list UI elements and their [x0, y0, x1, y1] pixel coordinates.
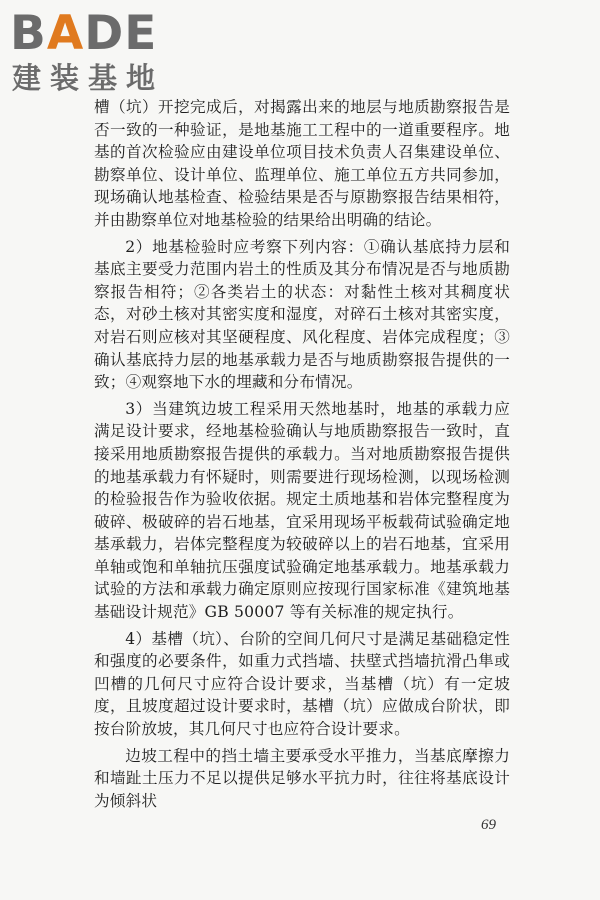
paragraph-item-3: 3）当建筑边坡工程采用天然地基时，地基的承载力应满足设计要求，经地基检验确认与地质勘察报告一致时，直接采用地质勘察报告提供的承载力。当对地质勘察报告提供的地基承载力有怀疑时，则需要进行现场检测，以现场检测的检验报告作为验收依据。规定土质地基和岩体完整程度为破碎、极破碎的岩石地基，宜采用现场平板载荷试验确定地基承载力，岩体完整程度为较破碎以上的岩石地基，宜采用单轴或饱和单轴抗压强度试验确定地基承载力。地基承载力试验的方法和承载力确定原则应按现行国家标准《建筑地基基础设计规范》GB 50007 等有关标准的规定执行。	[94, 399, 510, 622]
logo-letter-b: B	[10, 6, 47, 61]
logo-letters-de: DE	[84, 6, 158, 61]
paragraph-item-2: 2）地基检验时应考察下列内容：①确认基底持力层和基底主要受力范围内岩土的性质及其分布情况是否与地质勘察报告相符；②各类岩土的状态：对黏性土核对其稠度状态，对砂土核对其密实度和湿度，对碎石土核对其密实度，对岩石则应核对其坚硬程度、风化程度、岩体完成程度；③确认基底持力层的地基承载力是否与地质勘察报告提供的一致；④观察地下水的埋藏和分布情况。	[94, 237, 510, 392]
page-number: 69	[481, 817, 496, 833]
paragraph-continued: 槽（坑）开挖完成后，对揭露出来的地层与地质勘察报告是否一致的一种验证，是地基施工工程中的一道重要程序。地基的首次检验应由建设单位项目技术负责人召集建设单位、勘察单位、设计单位、监理单位、施工单位五方共同参加，现场确认地基检查、检验结果是否与原勘察报告结果相符，并由勘察单位对地基检验的结果给出明确的结论。	[94, 98, 510, 229]
paragraph-retaining-wall: 边坡工程中的挡土墙主要承受水平推力，当基底摩擦力和墙趾土压力不足以提供足够水平抗力时，往往将基底设计为倾斜状	[94, 746, 510, 810]
logo-wordmark	[10, 8, 157, 60]
page-body	[94, 96, 510, 812]
bade-logo	[10, 8, 180, 93]
logo-subtitle: 建装基地	[12, 61, 165, 95]
paragraph-item-4: 4）基槽（坑）、台阶的空间几何尺寸是满足基础稳定性和强度的必要条件，如重力式挡墙、扶壁式挡墙抗滑凸隼或凹槽的几何尺寸应符合设计要求，当基槽（坑）有一定坡度，且坡度超过设计要求时，基槽（坑）应做成台阶状，即按台阶放坡，其几何尺寸也应符合设计要求。	[94, 629, 510, 739]
logo-letter-a-accent: A	[46, 6, 85, 61]
